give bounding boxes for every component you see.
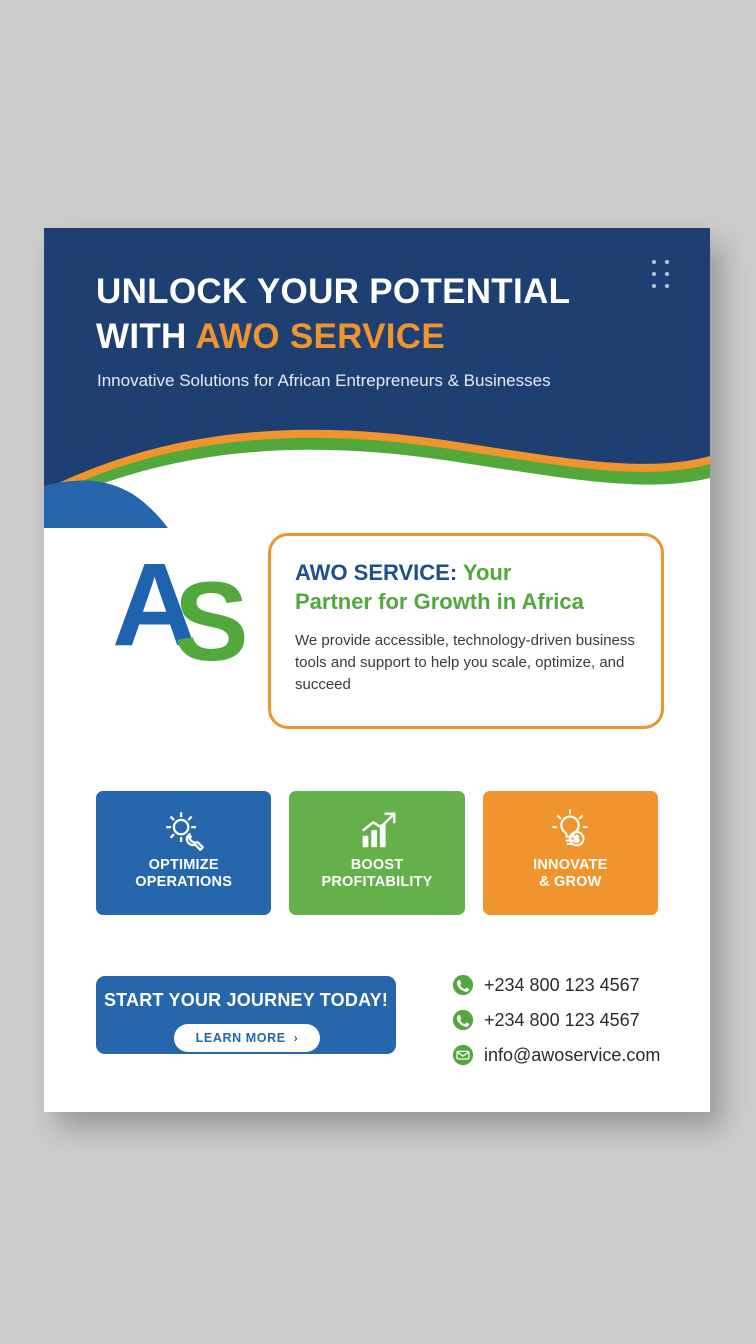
flyer-card [44, 228, 710, 1112]
contact-text: +234 800 123 4567 [484, 1009, 640, 1030]
bar-chart-growth-icon [354, 807, 400, 853]
info-title-green-1: Your [457, 560, 512, 585]
email-icon [452, 1044, 474, 1066]
dots-grid-icon [652, 260, 674, 290]
logo-letter-a: A [112, 539, 198, 671]
subheadline: Innovative Solutions for African Entrepreneurs & Businesses [97, 371, 551, 390]
contact-row-phone-2[interactable] [452, 1005, 692, 1035]
contact-row-email[interactable] [452, 1040, 692, 1070]
lightbulb-money-icon [547, 807, 593, 853]
tile-innovate-grow[interactable] [483, 791, 658, 915]
contact-list [452, 970, 692, 1075]
contact-text: info@awoservice.com [484, 1044, 661, 1065]
tile-label: INNOVATE & GROW [533, 857, 608, 891]
gear-wrench-icon [161, 807, 207, 853]
flyer-header [44, 228, 710, 528]
cta-panel[interactable] [96, 976, 396, 1054]
headline-line-2 [96, 315, 656, 360]
contact-row-phone-1[interactable] [452, 970, 692, 1000]
logo-letter-s: S [174, 559, 249, 684]
wave-svg [44, 378, 710, 528]
headline [96, 270, 656, 360]
whatsapp-icon [452, 1009, 474, 1031]
learn-more-button[interactable] [174, 1024, 320, 1052]
contact-text: +234 800 123 4567 [484, 974, 640, 995]
feature-tiles [96, 791, 658, 915]
tile-optimize-operations[interactable] [96, 791, 271, 915]
chevron-right-icon: › [293, 1031, 299, 1045]
tile-boost-profitability[interactable] [289, 791, 464, 915]
info-card [268, 533, 664, 729]
cta-headline: START YOUR JOURNEY TODAY! [103, 990, 389, 1010]
learn-more-label: LEARN MORE [195, 1031, 286, 1045]
logo [112, 539, 272, 684]
info-card-body: We provide accessible, technology-driven business tools and support to help you scale, optimize, and succeed [295, 632, 635, 693]
info-title-green-2: Partner for Growth in Africa [295, 589, 584, 615]
headline-line-1: UNLOCK YOUR POTENTIAL [96, 272, 571, 311]
info-card-title [295, 558, 637, 616]
tile-label: OPTIMIZE OPERATIONS [135, 857, 233, 891]
tile-label: BOOST PROFITABILITY [321, 857, 433, 891]
headline-prefix: WITH [96, 316, 196, 356]
whatsapp-icon [452, 974, 474, 996]
info-title-blue: AWO SERVICE: [295, 560, 458, 585]
headline-accent: AWO SERVICE [195, 316, 445, 356]
header-wave-decoration [44, 378, 710, 528]
